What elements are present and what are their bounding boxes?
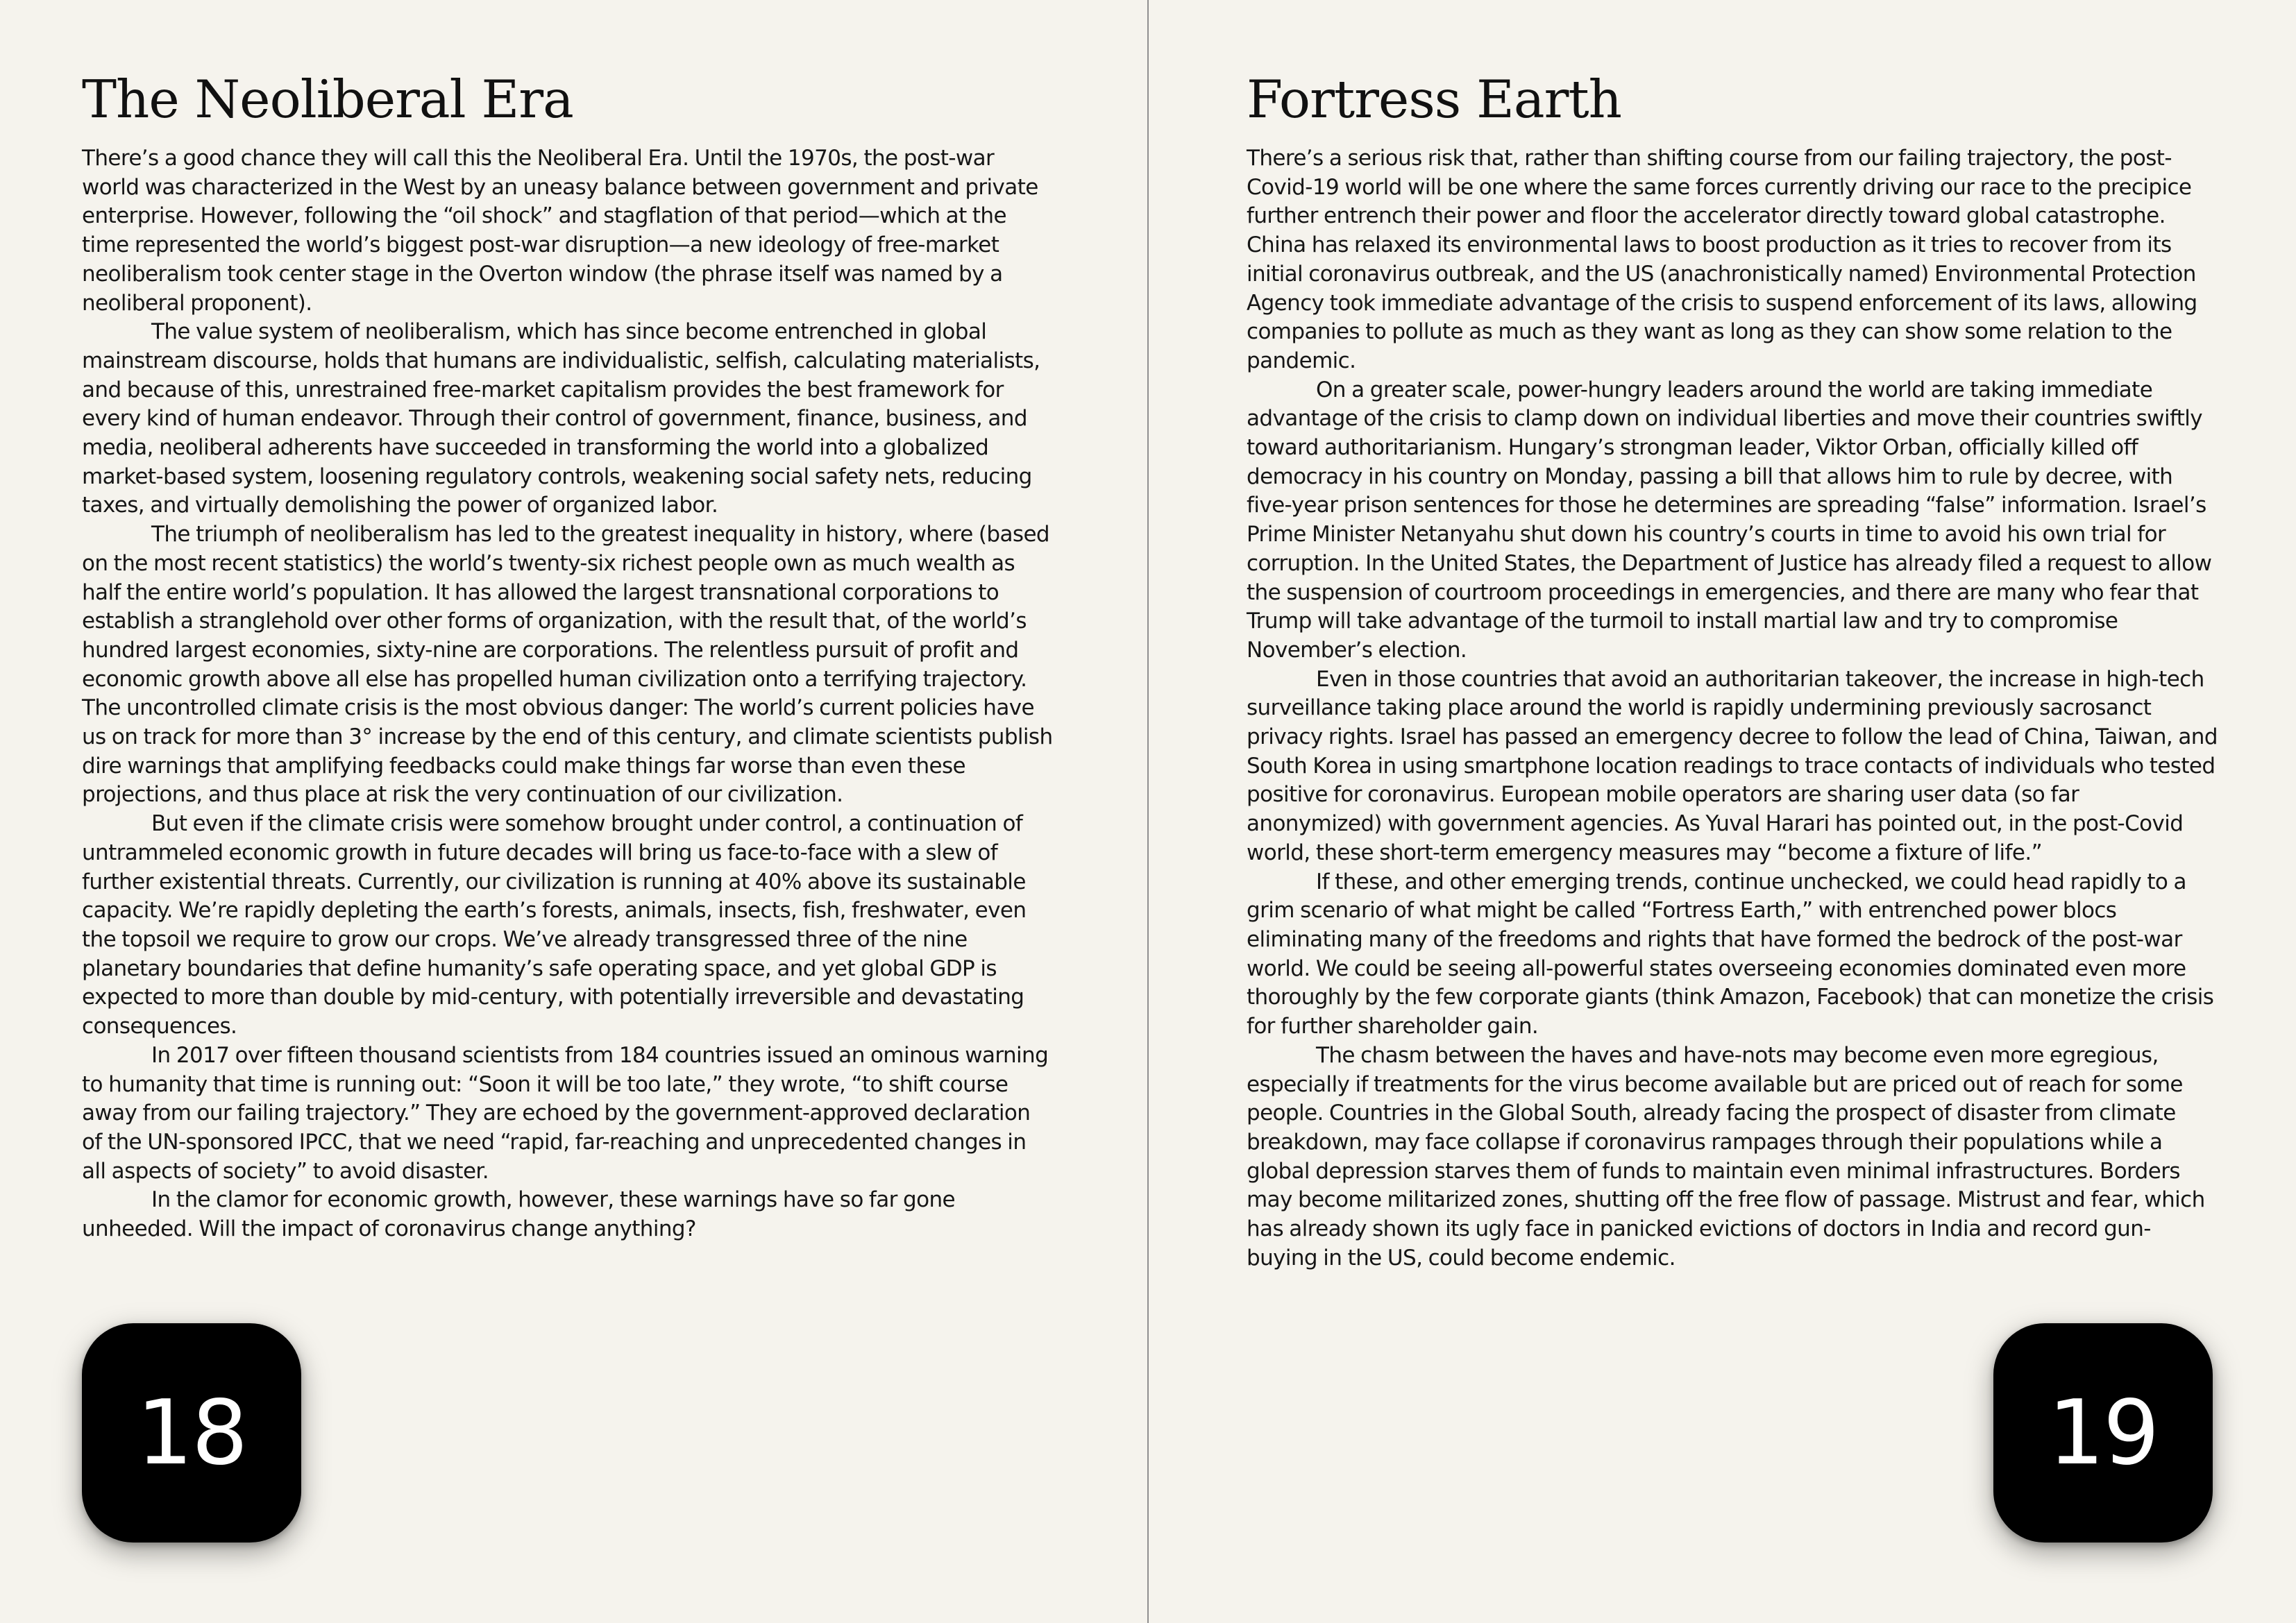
page-gutter-divider xyxy=(1147,0,1149,1623)
paragraph: In 2017 over fifteen thousand scientists from 184 countries issued an ominous warning to humanity that time is running out: “Soon it will be too late,” they wrote, “to shift course away from our failing trajectory.” They are echoed by the government-approved declaration of the UN-sponsored IPCC, that we need “rapid, far-reaching and unprecedented changes in all aspects of society” to avoid disaster. xyxy=(82,1042,1049,1184)
left-page-title: The Neoliberal Era xyxy=(82,69,573,130)
paragraph: The chasm between the haves and have-nots may become even more egregious, especially if treatments for the virus become available but are priced out of reach for some people. Countries in the Global South, already facing the prospect of disaster from climate breakdown, may face collapse if coronavirus rampages through their populations while a global depression starves them of funds to maintain even minimal infrastructures. Borders may become militarized zones, shutting off the free flow of passage. Mistrust and fear, which has already shown its ugly face in panicked evictions of doctors in India and record gun-buying in the US, could become endemic. xyxy=(1247,1042,2205,1271)
paragraph: Even in those countries that avoid an authoritarian takeover, the increase in high-tech surveillance taking place around the world is rapidly undermining previously sacrosanct privacy rights. Israel has passed an emergency decree to follow the lead of China, Taiwan, and South Korea in using smartphone location readings to trace contacts of individuals who tested positive for coronavirus. European mobile operators are sharing user data (so far anonymized) with government agencies. As Yuval Harari has pointed out, in the post-Covid world, these short-term emergency measures may “become a fixture of life.” xyxy=(1247,666,2218,865)
paragraph: There’s a good chance they will call this the Neoliberal Era. Until the 1970s, the post-war world was characterized in the West by an uneasy balance between government and private enterprise. However, following the “oil shock” and stagflation of that period—which at the time represented the world’s biggest post-war disruption—a new ideology of free-market neoliberalism took center stage in the Overton window (the phrase itself was named by a neoliberal proponent). xyxy=(82,146,1038,316)
right-page-title: Fortress Earth xyxy=(1247,69,1621,130)
page-number-badge: 19 xyxy=(1993,1323,2213,1543)
paragraph: There’s a serious risk that, rather than shifting course from our failing trajectory, the post-Covid-19 world will be one where the same forces currently driving our race to the precipice further entrench their power and floor the accelerator directly toward global catastrophe. China has relaxed its environmental laws to boost production as it tries to recover from its initial coronavirus outbreak, and the US (anachronistically named) Environmental Protection Agency took immediate advantage of the crisis to suspend enforcement of its laws, allowing companies to pollute as much as they want as long as they can show some relation to the pandemic. xyxy=(1247,146,2197,373)
paragraph: The triumph of neoliberalism has led to the greatest inequality in history, where (based on the most recent statistics) the world’s twenty-six richest people own as much wealth as half the entire world’s population. It has allowed the largest transnational corporations to establish a stranglehold over other forms of organization, with the result that, of the world’s hundred largest economies, sixty-nine are corporations. The relentless pursuit of profit and economic growth above all else has propelled human civilization onto a terrifying trajectory. The uncontrolled climate crisis is the most obvious danger: The world’s current policies have us on track for more than 3° increase by the end of this century, and climate scientists publish dire warnings that amplifying feedbacks could make things far worse than even these projections, and thus place at risk the very continuation of our civilization. xyxy=(82,522,1053,808)
paragraph: If these, and other emerging trends, continue unchecked, we could head rapidly to a grim scenario of what might be called “Fortress Earth,” with entrenched power blocs eliminating many of the freedoms and rights that have formed the bedrock of the post-war world. We could be seeing all-powerful states overseeing economies dominated even more thoroughly by the few corporate giants (think Amazon, Facebook) that can monetize the crisis for further shareholder gain. xyxy=(1247,869,2214,1039)
paragraph: The value system of neoliberalism, which has since become entrenched in global mainstream discourse, holds that humans are individualistic, selfish, calculating materialists, and because of this, unrestrained free-market capitalism provides the best framework for every kind of human endeavor. Through their control of government, finance, business, and media, neoliberal adherents have succeeded in transforming the world into a globalized market-based system, loosening regulatory controls, weakening social safety nets, reducing taxes, and virtually demolishing the power of organized labor. xyxy=(82,319,1040,518)
right-page xyxy=(1247,0,2218,1623)
paragraph: In the clamor for economic growth, however, these warnings have so far gone unheeded. Will the impact of coronavirus change anything? xyxy=(82,1187,956,1242)
page-number-badge: 18 xyxy=(82,1323,301,1543)
paragraph: On a greater scale, power-hungry leaders around the world are taking immediate advantage of the crisis to clamp down on individual liberties and move their countries swiftly toward authoritarianism. Hungary’s strongman leader, Viktor Orban, officially killed off democracy in his country on Monday, passing a bill that allows him to rule by decree, with five-year prison sentences for those he determines are spreading “false” information. Israel’s Prime Minister Netanyahu shut down his country’s courts in time to avoid his own trial for corruption. In the United States, the Department of Justice has already filed a request to allow the suspension of courtroom proceedings in emergencies, and there are many who fear that Trump will take advantage of the turmoil to install martial law and try to compromise November’s election. xyxy=(1247,377,2212,663)
right-page-body xyxy=(1247,144,2218,1273)
left-page-body xyxy=(82,144,1054,1244)
paragraph: But even if the climate crisis were somehow brought under control, a continuation of untrammeled economic growth in future decades will bring us face-to-face with a slew of further existential threats. Currently, our civilization is running at 40% above its sustainable capacity. We’re rapidly depleting the earth’s forests, animals, insects, fish, freshwater, even the topsoil we require to grow our crops. We’ve already transgressed three of the nine planetary boundaries that define humanity’s safe operating space, and yet global GDP is expected to more than double by mid-century, with potentially irreversible and devastating consequences. xyxy=(82,811,1027,1039)
left-page xyxy=(82,0,1054,1623)
